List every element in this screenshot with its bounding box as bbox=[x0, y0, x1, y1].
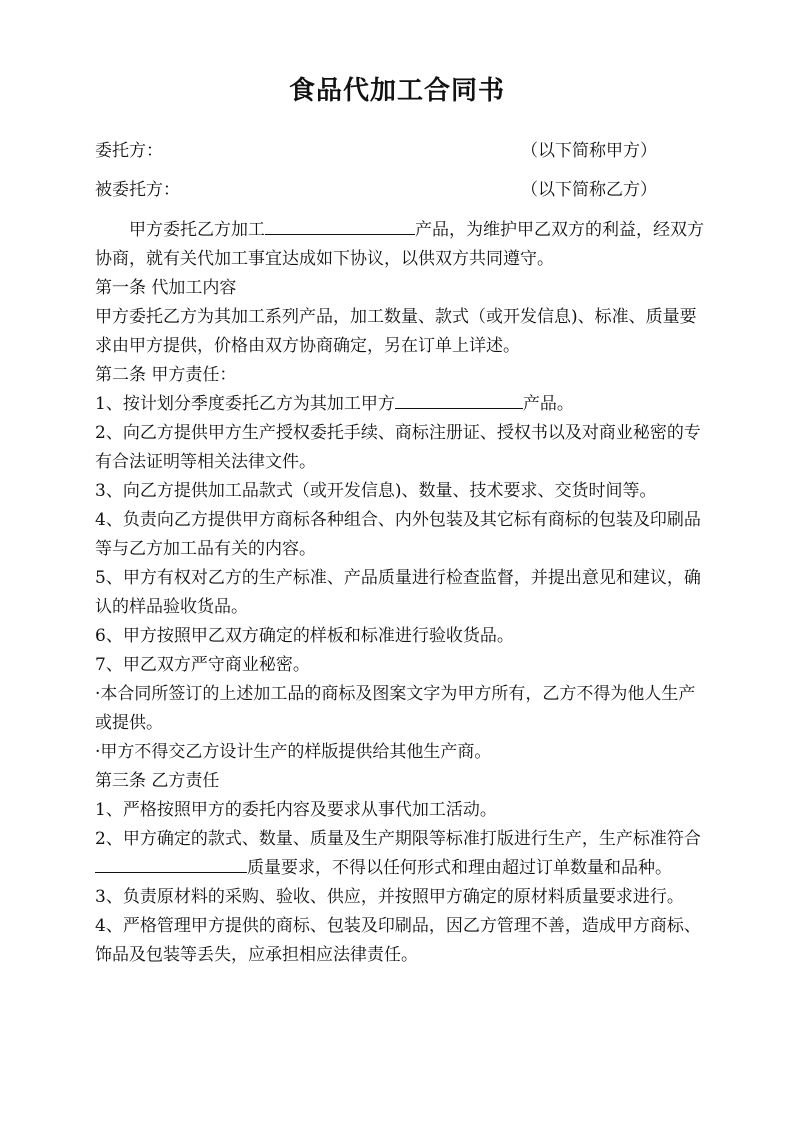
article3-item-2 bbox=[95, 825, 705, 883]
article2-item-1 bbox=[95, 390, 705, 419]
client-label: 委托方： bbox=[95, 141, 163, 161]
document-title: 食品代加工合同书 bbox=[288, 76, 505, 106]
contractor-label: 被委托方： bbox=[95, 180, 180, 200]
intro-paragraph bbox=[95, 216, 705, 274]
article2-heading: 第二条 甲方责任： bbox=[95, 365, 237, 385]
contract-body bbox=[95, 216, 705, 970]
article2-item-1-part1: 1、按计划分季度委托乙方为其加工甲方 bbox=[95, 394, 395, 414]
article2-item-5: 5、甲方有权对乙方的生产标准、产品质量进行检查监督，并提出意见和建议，确认的样品验收货品。 bbox=[95, 568, 701, 617]
quarterly-product-blank bbox=[395, 390, 523, 409]
article2-item-4: 4、负责向乙方提供甲方商标各种组合、内外包装及其它标有商标的包装及印刷品等与乙方加工品有关的内容。 bbox=[95, 510, 701, 559]
quality-standard-blank bbox=[95, 854, 247, 873]
article3-item-1: 1、严格按照甲方的委托内容及要求从事代加工活动。 bbox=[95, 800, 497, 820]
article2-item-7: 7、甲乙双方严守商业秘密。 bbox=[95, 655, 310, 675]
article3-item-2-part1: 2、甲方确定的款式、数量、质量及生产期限等标准打版进行生产，生产标准符合 bbox=[95, 829, 701, 849]
article3-item-3: 3、负责原材料的采购、验收、供应，并按照甲方确定的原材料质量要求进行。 bbox=[95, 887, 684, 907]
article3-item-2-part2: 质量要求，不得以任何形式和理由超过订单数量和品种。 bbox=[247, 858, 672, 878]
article2-item-6: 6、甲方按照甲乙双方确定的样板和标准进行验收货品。 bbox=[95, 626, 514, 646]
contractor-note: （以下简称乙方） bbox=[521, 180, 657, 200]
article1-text: 甲方委托乙方为其加工系列产品，加工数量、款式（或开发信息)、标准、质量要求由甲方提供，价格由双方协商确定，另在订单上详述。 bbox=[95, 307, 697, 356]
article3-heading: 第三条 乙方责任 bbox=[95, 771, 220, 791]
contractor-party-line bbox=[95, 177, 695, 203]
client-party-line bbox=[95, 138, 695, 164]
product-name-blank bbox=[265, 216, 415, 235]
intro-text-part2: 产品，为维护甲乙双方的利益，经双方协商，就有关代加工事宜达成如下协议，以供双方共同遵守。 bbox=[95, 220, 704, 269]
article2-bullet-2: ·甲方不得交乙方设计生产的样版提供给其他生产商。 bbox=[95, 742, 492, 762]
intro-text-part1: 甲方委托乙方加工 bbox=[129, 220, 265, 240]
article2-item-2: 2、向乙方提供甲方生产授权委托手续、商标注册证、授权书以及对商业秘密的专有合法证明等相关法律文件。 bbox=[95, 423, 701, 472]
client-note: （以下简称甲方） bbox=[521, 141, 657, 161]
article2-item-1-part2: 产品。 bbox=[522, 394, 574, 414]
article2-item-3: 3、向乙方提供加工品款式（或开发信息)、数量、技术要求、交货时间等。 bbox=[95, 481, 657, 501]
article2-bullet-1: ·本合同所签订的上述加工品的商标及图案文字为甲方所有，乙方不得为他人生产或提供。 bbox=[95, 684, 696, 733]
article1-heading: 第一条 代加工内容 bbox=[95, 278, 237, 298]
article3-item-4: 4、严格管理甲方提供的商标、包装及印刷品，因乙方管理不善，造成甲方商标、饰品及包装等丢失，应承担相应法律责任。 bbox=[95, 916, 701, 965]
